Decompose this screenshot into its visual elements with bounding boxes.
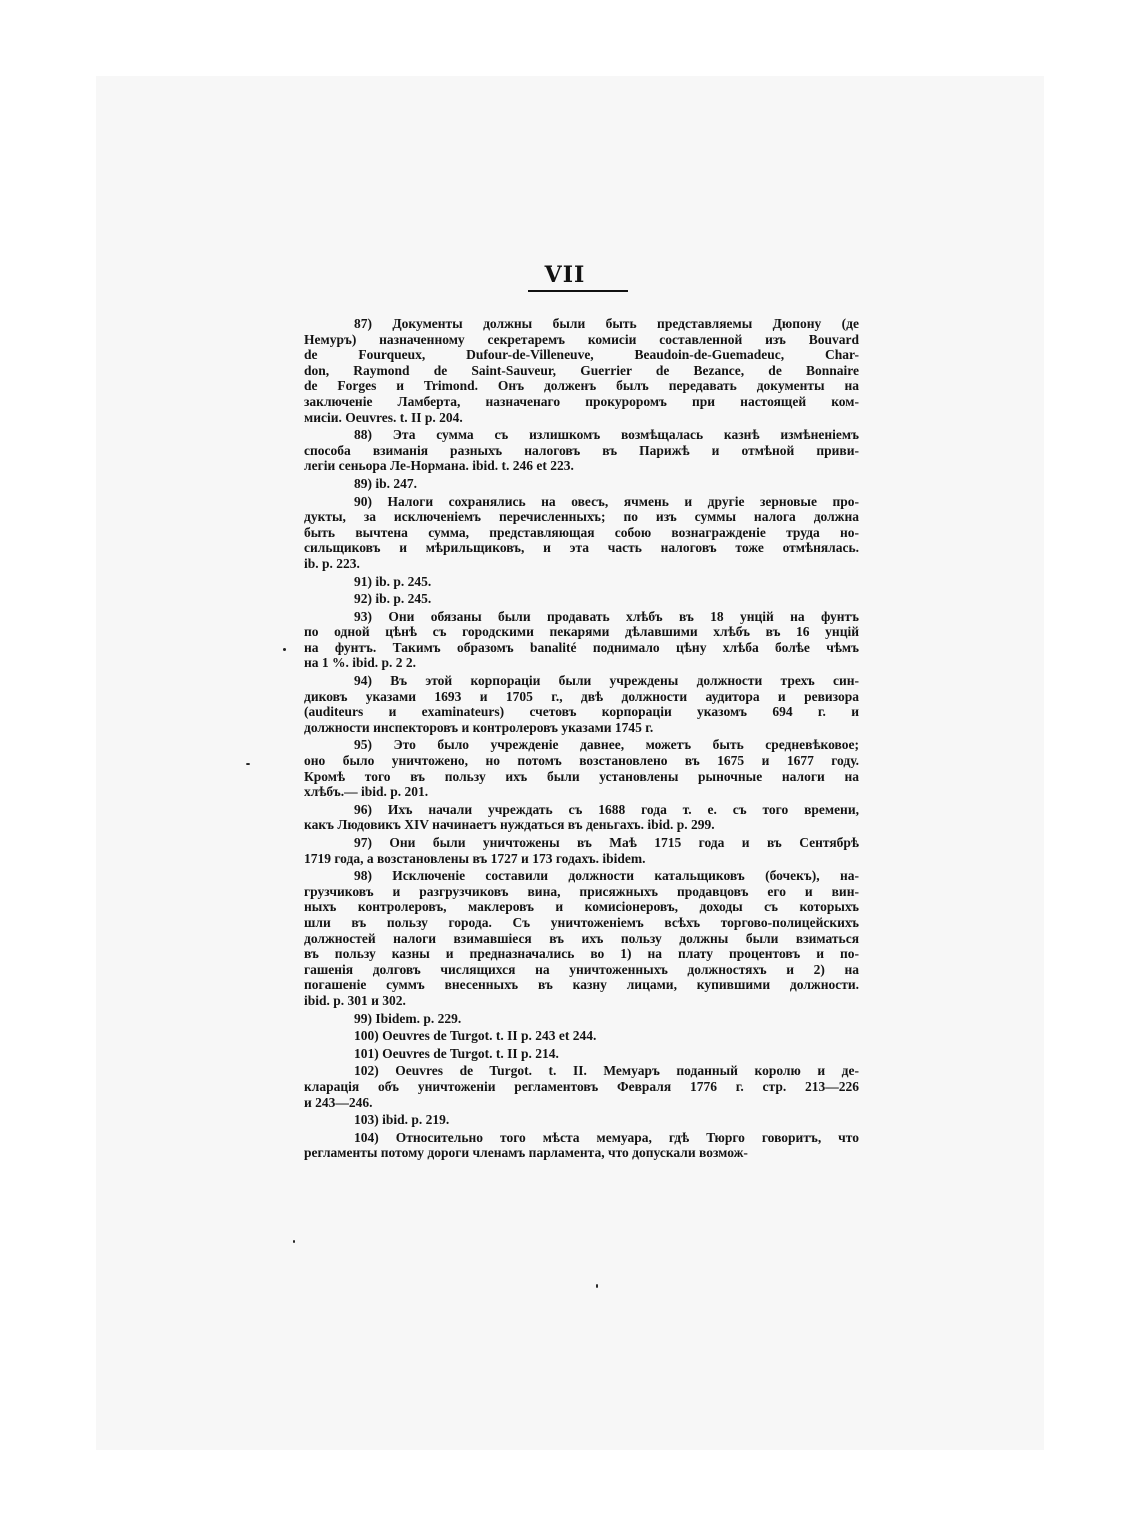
- footnote-line: шли въ пользу города. Съ уничтоженіемъ всѣхъ торгово-полицейскихъ: [304, 914, 859, 930]
- footnote-first-line: 94) Въ этой корпораціи были учреждены должности трехъ син-: [354, 673, 859, 689]
- footnote-102: [304, 1063, 859, 1110]
- footnote-line: ibid. p. 301 и 302.: [304, 992, 406, 1008]
- footnote-first-line: 101) Oeuvres de Turgot. t. II p. 214.: [354, 1045, 559, 1061]
- footnote-98: [304, 868, 859, 1008]
- footnote-first-line: 87) Документы должны были быть представляемы Дюпону (де: [354, 316, 859, 331]
- footnote-line: сильщиковъ и мѣрильщиковъ, и эта часть налоговъ тоже отмѣнялась.: [304, 540, 859, 556]
- footnote-line: оно было уничтожено, но потомъ возстановлено въ 1675 и 1677 году.: [304, 753, 859, 769]
- footnote-104: [304, 1130, 859, 1161]
- footnote-line: и 243—246.: [304, 1094, 373, 1110]
- footnote-first-line: 92) ib. p. 245.: [354, 591, 432, 607]
- footnote-line: въ пользу казны и предназначались во 1) на плату процентовъ и по-: [304, 946, 859, 962]
- footnote-first-line: 100) Oeuvres de Turgot. t. II p. 243 et 244.: [354, 1028, 597, 1044]
- footnote-first-line: 99) Ibidem. p. 229.: [354, 1010, 462, 1026]
- footnote-gap: [304, 1161, 859, 1163]
- footnotes-block: [304, 316, 859, 1163]
- header-rule: [528, 290, 628, 292]
- footnote-101: [304, 1046, 859, 1062]
- footnote-line: регламенты потому дороги членамъ парламента, что допускали возмож-: [304, 1145, 748, 1161]
- footnote-first-line: 89) ib. 247.: [354, 475, 418, 491]
- footnote-87: [304, 316, 859, 425]
- footnote-first-line: 97) Они были уничтожены въ Маѣ 1715 года и въ Сентябрѣ: [354, 835, 859, 850]
- footnote-first-line: 104) Относительно того мѣста мемуара, гдѣ Тюрго говоритъ, что: [354, 1129, 859, 1145]
- footnote-first-line: 93) Они обязаны были продавать хлѣбъ въ 18 унцій на фунтъ: [354, 608, 859, 624]
- footnote-line: ib. p. 223.: [304, 555, 360, 571]
- footnote-line: 1719 года, а возстановлены въ 1727 и 173 годахъ. ibidem.: [304, 850, 646, 866]
- footnote-99: [304, 1011, 859, 1027]
- footnote-88: [304, 427, 859, 474]
- footnote-first-line: 103) ibid. p. 219.: [354, 1112, 450, 1128]
- footnote-line: погашеніе суммъ внесенныхъ въ казну лицами, купившими должности.: [304, 977, 859, 993]
- footnote-95: [304, 737, 859, 799]
- footnote-line: don, Raymond de Saint-Sauveur, Guerrier de Bezance, de Bonnaire: [304, 362, 859, 378]
- footnote-line: заключеніе Ламберта, назначенаго прокуроромъ при настоящей ком-: [304, 393, 859, 409]
- footnote-91: [304, 574, 859, 590]
- scan-speck: [293, 1240, 295, 1243]
- footnote-90: [304, 494, 859, 572]
- footnote-line: на фунтъ. Такимъ образомъ banalité поднимало цѣну хлѣба болѣе чѣмъ: [304, 639, 859, 655]
- footnote-line: грузчиковъ и разгрузчиковъ вина, присяжныхъ продавцовъ его и вин-: [304, 883, 859, 899]
- footnote-first-line: 95) Это было учрежденіе давнее, можетъ быть средневѣковое;: [354, 737, 859, 753]
- footnote-97: [304, 835, 859, 866]
- scan-speck: [596, 1284, 598, 1288]
- footnote-first-line: 88) Эта сумма съ излишкомъ возмѣщалась казнѣ измѣненіемъ: [354, 427, 859, 443]
- footnote-first-line: 91) ib. p. 245.: [354, 573, 432, 589]
- footnote-96: [304, 802, 859, 833]
- footnote-first-line: 96) Ихъ начали учреждать съ 1688 года т. е. съ того времени,: [354, 801, 859, 817]
- footnote-line: какъ Людовикъ XIV начинаетъ нуждаться въ деньгахъ. ibid. p. 299.: [304, 817, 715, 833]
- footnote-line: на 1 %. ibid. p. 2 2.: [304, 655, 417, 671]
- footnote-line: дукты, за исключеніемъ перечисленныхъ; по изъ суммы налога должна: [304, 509, 859, 525]
- footnote-103: [304, 1112, 859, 1128]
- scan-speck: [246, 763, 250, 765]
- footnote-line: (auditeurs и examinateurs) счетовъ корпораціи указомъ 694 г. и: [304, 704, 859, 720]
- footnote-line: должностей налоги взимавшіеся въ ихъ пользу должны были взиматься: [304, 930, 859, 946]
- footnote-line: быть вычтена сумма, представляющая собою вознагражденіе труда но-: [304, 524, 859, 540]
- footnote-94: [304, 673, 859, 735]
- footnote-first-line: 98) Исключеніе составили должности катальщиковъ (бочекъ), на-: [354, 868, 859, 884]
- footnote-line: должности инспекторовъ и контролеровъ указами 1745 г.: [304, 719, 654, 735]
- footnote-line: ныхъ контролеровъ, маклеровъ и комисіонеровъ, доходы съ которыхъ: [304, 899, 859, 915]
- footnote-first-line: 102) Oeuvres de Turgot. t. II. Мемуаръ поданный королю и де-: [354, 1063, 859, 1079]
- footnote-line: легіи сеньора Ле-Нормана. ibid. t. 246 et 223.: [304, 458, 574, 474]
- page-number: VII: [544, 262, 586, 288]
- footnote-line: хлѣбъ.— ibid. p. 201.: [304, 784, 429, 800]
- footnote-line: Немуръ) назначенному секретаремъ комисіи составленной изъ Bouvard: [304, 331, 859, 347]
- footnote-line: способа взиманія разныхъ налоговъ въ Парижѣ и отмѣной приви-: [304, 442, 859, 458]
- footnote-line: мисіи. Oeuvres. t. II p. 204.: [304, 409, 463, 425]
- footnote-line: de Forges и Trimond. Онъ долженъ былъ передавать документы на: [304, 378, 859, 394]
- footnote-100: [304, 1028, 859, 1044]
- footnote-line: по одной цѣнѣ съ городскими пекарями дѣлавшими хлѣбъ въ 16 унцій: [304, 624, 859, 640]
- footnote-line: кларація объ уничтоженіи регламентовъ Февраля 1776 г. стр. 213—226: [304, 1078, 859, 1094]
- footnote-line: Кромѣ того въ пользу ихъ были установлены рыночные налоги на: [304, 768, 859, 784]
- scan-speck: [283, 648, 286, 651]
- footnote-line: de Fourqueux, Dufour-de-Villeneuve, Beaudoin-de-Guemadeuc, Char-: [304, 347, 859, 363]
- footnote-first-line: 90) Налоги сохранялись на овесъ, ячмень и другіе зерновые про-: [354, 493, 859, 509]
- footnote-line: гашенія долговъ числящихся на уничтоженныхъ должностяхъ и 2) на: [304, 961, 859, 977]
- footnote-89: [304, 476, 859, 492]
- footnote-92: [304, 591, 859, 607]
- footnote-93: [304, 609, 859, 671]
- footnote-line: диковъ указами 1693 и 1705 г., двѣ должности аудитора и ревизора: [304, 688, 859, 704]
